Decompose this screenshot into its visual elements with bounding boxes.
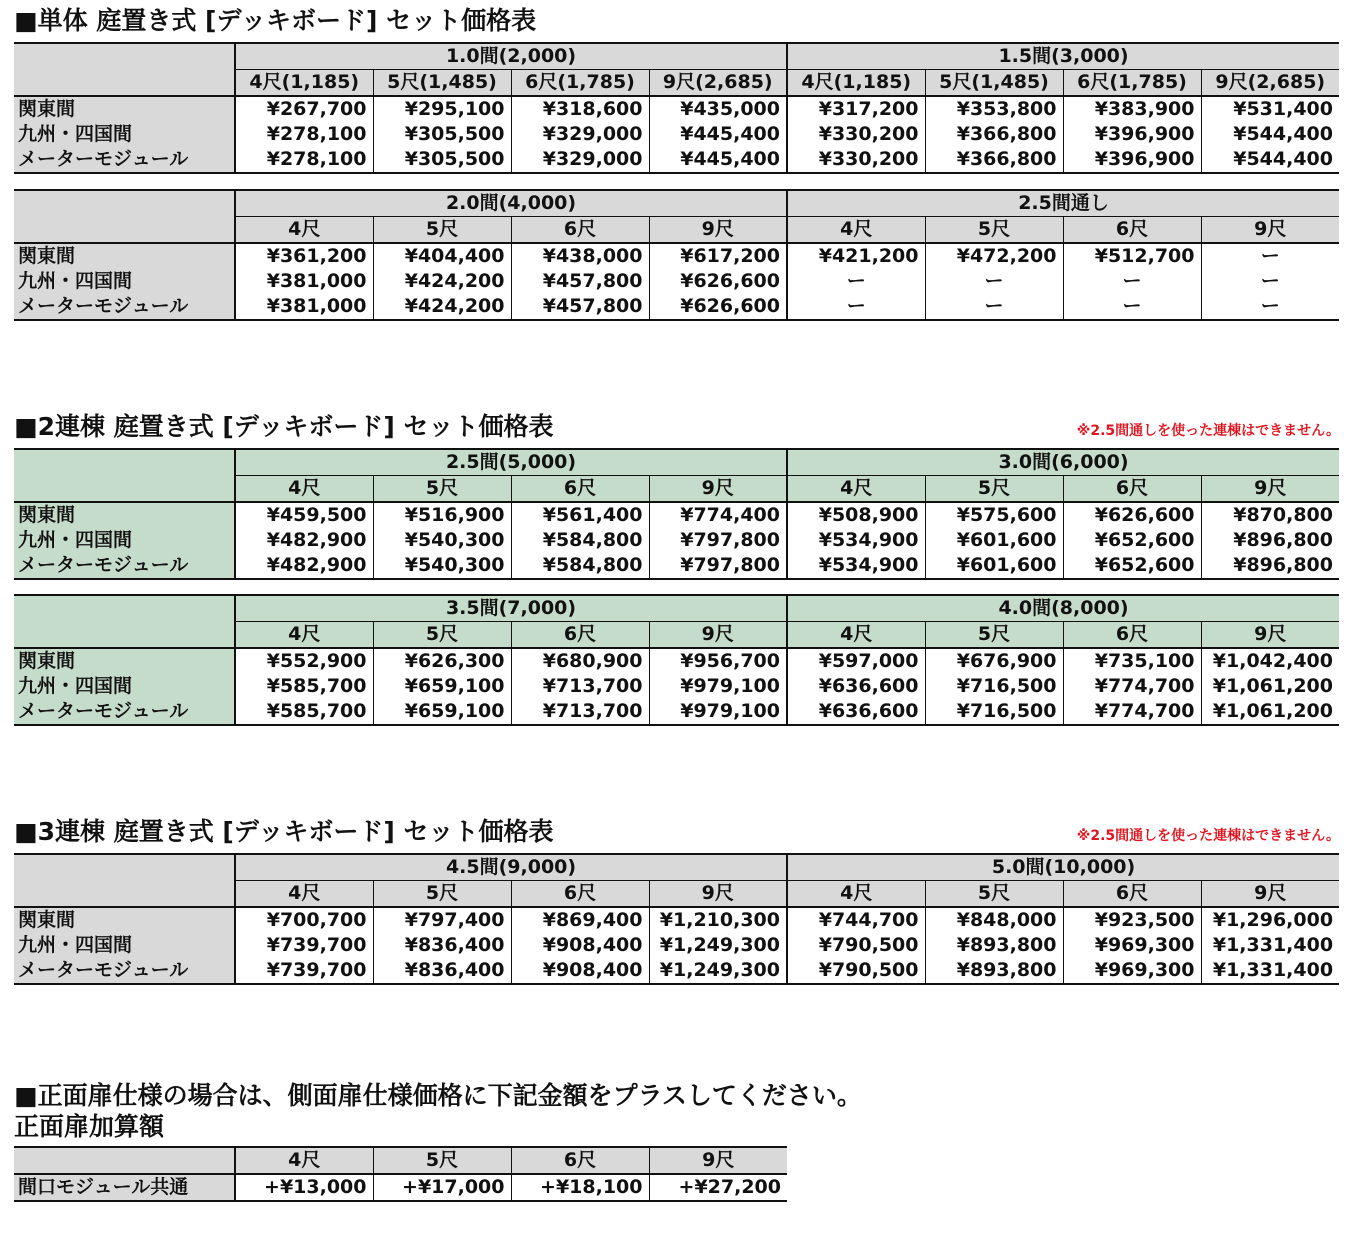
- price-cell: ¥512,700: [1063, 243, 1201, 269]
- price-cell: ¥561,400: [511, 502, 649, 528]
- row-label: 九州・四国間: [14, 933, 235, 958]
- price-cell: ¥278,100: [235, 122, 373, 147]
- size-header: 6尺(1,785): [1063, 70, 1201, 97]
- price-cell: ¥457,800: [511, 269, 649, 294]
- price-cell: ¥797,800: [649, 528, 787, 553]
- price-cell: ¥893,800: [925, 958, 1063, 984]
- price-cell: ¥353,800: [925, 96, 1063, 122]
- price-cell: ¥836,400: [373, 958, 511, 984]
- group-header: 4.5間(9,000): [235, 854, 787, 881]
- price-table: [14, 42, 1339, 174]
- size-header: 6尺: [511, 622, 649, 649]
- price-cell: ¥848,000: [925, 907, 1063, 933]
- size-header: 9尺: [1201, 881, 1339, 908]
- price-table: [14, 189, 1339, 321]
- front-door-subtitle: 正面扉加算額: [14, 1112, 165, 1141]
- price-cell: ¥836,400: [373, 933, 511, 958]
- row-label: 関東間: [14, 648, 235, 674]
- price-cell: ¥790,500: [787, 933, 925, 958]
- table-row: [14, 122, 1339, 147]
- price-cell: ¥739,700: [235, 933, 373, 958]
- price-cell: ¥956,700: [649, 648, 787, 674]
- size-header: 4尺(1,185): [787, 70, 925, 97]
- price-cell: ¥744,700: [787, 907, 925, 933]
- group-header-row: [14, 43, 1339, 70]
- price-cell: ¥969,300: [1063, 958, 1201, 984]
- size-header: 6尺: [511, 1147, 649, 1174]
- table-row: [14, 674, 1339, 699]
- price-cell: ー: [1063, 294, 1201, 320]
- price-cell: ¥716,500: [925, 674, 1063, 699]
- price-cell: ¥1,042,400: [1201, 648, 1339, 674]
- row-label: 九州・四国間: [14, 269, 235, 294]
- price-cell: ¥626,600: [649, 294, 787, 320]
- row-label: メーターモジュール: [14, 699, 235, 725]
- price-cell: ¥797,400: [373, 907, 511, 933]
- section-note: ※2.5間通しを使った連棟はできません。: [1076, 828, 1340, 844]
- price-cell: ¥531,400: [1201, 96, 1339, 122]
- price-cell: ¥617,200: [649, 243, 787, 269]
- price-cell: ¥626,600: [649, 269, 787, 294]
- corner-cell: [14, 43, 235, 96]
- price-cell: +¥17,000: [373, 1174, 511, 1201]
- section-title: ■2連棟 庭置き式 [デッキボード] セット価格表: [14, 412, 554, 441]
- size-header: 5尺: [373, 881, 511, 908]
- table-row: [14, 648, 1339, 674]
- price-cell: ¥383,900: [1063, 96, 1201, 122]
- table-row: [14, 907, 1339, 933]
- size-header: 9尺: [1201, 217, 1339, 244]
- row-label: 九州・四国間: [14, 122, 235, 147]
- size-header: 5尺(1,485): [373, 70, 511, 97]
- price-cell: ¥516,900: [373, 502, 511, 528]
- price-cell: ¥1,061,200: [1201, 699, 1339, 725]
- price-cell: ¥381,000: [235, 294, 373, 320]
- size-header: 5尺: [373, 476, 511, 503]
- size-header: 5尺: [373, 622, 511, 649]
- section-note: ※2.5間通しを使った連棟はできません。: [1076, 423, 1340, 439]
- price-cell: ー: [925, 294, 1063, 320]
- price-cell: ¥636,600: [787, 674, 925, 699]
- group-header-row: [14, 595, 1339, 622]
- price-cell: ¥739,700: [235, 958, 373, 984]
- price-cell: ¥482,900: [235, 528, 373, 553]
- price-table: [14, 448, 1339, 580]
- price-cell: ¥330,200: [787, 122, 925, 147]
- front-door-table: [14, 1146, 787, 1202]
- price-cell: ¥482,900: [235, 553, 373, 579]
- price-cell: ¥544,400: [1201, 122, 1339, 147]
- price-cell: ¥869,400: [511, 907, 649, 933]
- price-cell: ¥445,400: [649, 122, 787, 147]
- row-label: メーターモジュール: [14, 553, 235, 579]
- table-row: [14, 96, 1339, 122]
- price-cell: ¥404,400: [373, 243, 511, 269]
- size-header: 6尺: [511, 217, 649, 244]
- price-cell: +¥27,200: [649, 1174, 787, 1201]
- table-row: [14, 958, 1339, 984]
- price-cell: ¥636,600: [787, 699, 925, 725]
- table-row: [14, 933, 1339, 958]
- price-cell: ¥534,900: [787, 553, 925, 579]
- size-header: 9尺: [649, 476, 787, 503]
- price-cell: ¥1,331,400: [1201, 958, 1339, 984]
- size-header: 6尺: [1063, 476, 1201, 503]
- price-cell: ¥584,800: [511, 553, 649, 579]
- price-cell: ¥435,000: [649, 96, 787, 122]
- price-cell: ー: [1201, 294, 1339, 320]
- front-door-title: ■正面扉仕様の場合は、側面扉仕様価格に下記金額をプラスしてください。: [14, 1081, 862, 1110]
- size-header: 5尺: [373, 1147, 511, 1174]
- row-label: 関東間: [14, 502, 235, 528]
- size-header: 9尺: [649, 881, 787, 908]
- price-cell: ¥923,500: [1063, 907, 1201, 933]
- size-header: 9尺(2,685): [649, 70, 787, 97]
- row-label: メーターモジュール: [14, 294, 235, 320]
- price-cell: ¥540,300: [373, 553, 511, 579]
- price-cell: ¥797,800: [649, 553, 787, 579]
- price-cell: ¥1,249,300: [649, 958, 787, 984]
- row-label: メーターモジュール: [14, 958, 235, 984]
- price-cell: ¥366,800: [925, 147, 1063, 173]
- price-cell: ¥438,000: [511, 243, 649, 269]
- group-header: 3.0間(6,000): [787, 449, 1339, 476]
- price-cell: +¥13,000: [235, 1174, 373, 1201]
- group-header: 1.0間(2,000): [235, 43, 787, 70]
- size-header: 4尺: [235, 622, 373, 649]
- size-header: 5尺: [925, 622, 1063, 649]
- price-cell: ¥1,249,300: [649, 933, 787, 958]
- price-cell: ¥361,200: [235, 243, 373, 269]
- price-cell: ¥896,800: [1201, 528, 1339, 553]
- price-cell: ¥626,600: [1063, 502, 1201, 528]
- corner-cell: [14, 595, 235, 648]
- size-header: 6尺: [511, 476, 649, 503]
- price-cell: ¥396,900: [1063, 122, 1201, 147]
- section-title: ■3連棟 庭置き式 [デッキボード] セット価格表: [14, 817, 554, 846]
- price-table: [14, 594, 1339, 726]
- price-cell: ¥267,700: [235, 96, 373, 122]
- size-header: 5尺: [373, 217, 511, 244]
- price-cell: ¥680,900: [511, 648, 649, 674]
- section-title: ■単体 庭置き式 [デッキボード] セット価格表: [14, 6, 537, 35]
- price-cell: ¥713,700: [511, 699, 649, 725]
- price-cell: ¥601,600: [925, 528, 1063, 553]
- table-row: [14, 294, 1339, 320]
- group-header-row: [14, 190, 1339, 217]
- price-cell: ¥534,900: [787, 528, 925, 553]
- price-cell: ー: [1201, 269, 1339, 294]
- row-label: 間口モジュール共通: [14, 1174, 235, 1201]
- price-cell: ¥626,300: [373, 648, 511, 674]
- price-cell: ¥305,500: [373, 147, 511, 173]
- size-header: 5尺: [925, 217, 1063, 244]
- price-cell: ¥329,000: [511, 147, 649, 173]
- size-header: 5尺: [925, 881, 1063, 908]
- size-header: 4尺: [787, 217, 925, 244]
- size-header: 9尺(2,685): [1201, 70, 1339, 97]
- price-cell: ¥381,000: [235, 269, 373, 294]
- size-header: 4尺: [787, 476, 925, 503]
- size-header: 4尺: [235, 1147, 373, 1174]
- table-row: [14, 243, 1339, 269]
- price-cell: ー: [787, 269, 925, 294]
- price-cell: ¥652,600: [1063, 553, 1201, 579]
- price-cell: ¥1,331,400: [1201, 933, 1339, 958]
- table-row: [14, 502, 1339, 528]
- table-row: [14, 699, 1339, 725]
- price-cell: ¥716,500: [925, 699, 1063, 725]
- price-cell: ¥1,296,000: [1201, 907, 1339, 933]
- size-header-row: [14, 1147, 787, 1174]
- corner-cell: [14, 449, 235, 502]
- price-cell: ¥713,700: [511, 674, 649, 699]
- price-cell: ¥585,700: [235, 699, 373, 725]
- price-cell: ¥396,900: [1063, 147, 1201, 173]
- group-header: 2.5間(5,000): [235, 449, 787, 476]
- price-cell: ¥295,100: [373, 96, 511, 122]
- size-header: 9尺: [649, 622, 787, 649]
- price-cell: ¥318,600: [511, 96, 649, 122]
- price-cell: ¥584,800: [511, 528, 649, 553]
- size-header: 9尺: [1201, 476, 1339, 503]
- size-header: 4尺: [787, 622, 925, 649]
- price-cell: ¥652,600: [1063, 528, 1201, 553]
- price-cell: ¥305,500: [373, 122, 511, 147]
- group-header: 1.5間(3,000): [787, 43, 1339, 70]
- size-header: 9尺: [649, 217, 787, 244]
- price-cell: ¥1,061,200: [1201, 674, 1339, 699]
- group-header-row: [14, 854, 1339, 881]
- corner-cell: [14, 854, 235, 907]
- price-table: [14, 853, 1339, 985]
- price-cell: ー: [1063, 269, 1201, 294]
- size-header: 6尺: [1063, 217, 1201, 244]
- price-cell: ¥330,200: [787, 147, 925, 173]
- size-header: 6尺: [1063, 622, 1201, 649]
- price-cell: ¥457,800: [511, 294, 649, 320]
- group-header-row: [14, 449, 1339, 476]
- price-cell: ¥1,210,300: [649, 907, 787, 933]
- size-header: 5尺(1,485): [925, 70, 1063, 97]
- size-header: 4尺(1,185): [235, 70, 373, 97]
- price-cell: ¥893,800: [925, 933, 1063, 958]
- price-cell: ¥774,400: [649, 502, 787, 528]
- size-header: 6尺: [1063, 881, 1201, 908]
- size-header: 5尺: [925, 476, 1063, 503]
- price-cell: ¥908,400: [511, 933, 649, 958]
- price-cell: ¥659,100: [373, 699, 511, 725]
- size-header: 6尺(1,785): [511, 70, 649, 97]
- price-cell: ¥896,800: [1201, 553, 1339, 579]
- price-cell: ¥472,200: [925, 243, 1063, 269]
- group-header: 2.5間通し: [787, 190, 1339, 217]
- price-cell: ¥508,900: [787, 502, 925, 528]
- price-cell: ¥575,600: [925, 502, 1063, 528]
- price-cell: ¥735,100: [1063, 648, 1201, 674]
- price-cell: ¥317,200: [787, 96, 925, 122]
- price-cell: ¥774,700: [1063, 674, 1201, 699]
- price-cell: ¥366,800: [925, 122, 1063, 147]
- size-header: 6尺: [511, 881, 649, 908]
- price-cell: ¥659,100: [373, 674, 511, 699]
- size-header: 4尺: [235, 217, 373, 244]
- price-cell: ー: [1201, 243, 1339, 269]
- price-cell: ー: [787, 294, 925, 320]
- row-label: 関東間: [14, 907, 235, 933]
- group-header: 4.0間(8,000): [787, 595, 1339, 622]
- group-header: 5.0間(10,000): [787, 854, 1339, 881]
- row-label: 九州・四国間: [14, 674, 235, 699]
- price-cell: ¥870,800: [1201, 502, 1339, 528]
- price-cell: ¥540,300: [373, 528, 511, 553]
- price-cell: ¥445,400: [649, 147, 787, 173]
- group-header: 3.5間(7,000): [235, 595, 787, 622]
- row-label: 関東間: [14, 243, 235, 269]
- price-cell: ー: [925, 269, 1063, 294]
- corner-cell: [14, 1147, 235, 1174]
- price-cell: ¥700,700: [235, 907, 373, 933]
- price-cell: ¥979,100: [649, 699, 787, 725]
- price-cell: ¥544,400: [1201, 147, 1339, 173]
- price-cell: ¥424,200: [373, 294, 511, 320]
- price-cell: ¥459,500: [235, 502, 373, 528]
- table-row: [14, 1174, 787, 1201]
- corner-cell: [14, 190, 235, 243]
- price-cell: +¥18,100: [511, 1174, 649, 1201]
- table-row: [14, 147, 1339, 173]
- price-cell: ¥552,900: [235, 648, 373, 674]
- price-cell: ¥969,300: [1063, 933, 1201, 958]
- group-header: 2.0間(4,000): [235, 190, 787, 217]
- row-label: 関東間: [14, 96, 235, 122]
- row-label: 九州・四国間: [14, 528, 235, 553]
- table-row: [14, 269, 1339, 294]
- price-cell: ¥597,000: [787, 648, 925, 674]
- size-header: 4尺: [235, 476, 373, 503]
- price-cell: ¥585,700: [235, 674, 373, 699]
- price-cell: ¥421,200: [787, 243, 925, 269]
- table-row: [14, 528, 1339, 553]
- row-label: メーターモジュール: [14, 147, 235, 173]
- size-header: 9尺: [1201, 622, 1339, 649]
- price-cell: ¥979,100: [649, 674, 787, 699]
- size-header: 9尺: [649, 1147, 787, 1174]
- table-row: [14, 553, 1339, 579]
- price-cell: ¥601,600: [925, 553, 1063, 579]
- price-cell: ¥774,700: [1063, 699, 1201, 725]
- price-cell: ¥424,200: [373, 269, 511, 294]
- price-cell: ¥329,000: [511, 122, 649, 147]
- price-cell: ¥908,400: [511, 958, 649, 984]
- size-header: 4尺: [787, 881, 925, 908]
- price-cell: ¥278,100: [235, 147, 373, 173]
- price-cell: ¥676,900: [925, 648, 1063, 674]
- size-header: 4尺: [235, 881, 373, 908]
- price-cell: ¥790,500: [787, 958, 925, 984]
